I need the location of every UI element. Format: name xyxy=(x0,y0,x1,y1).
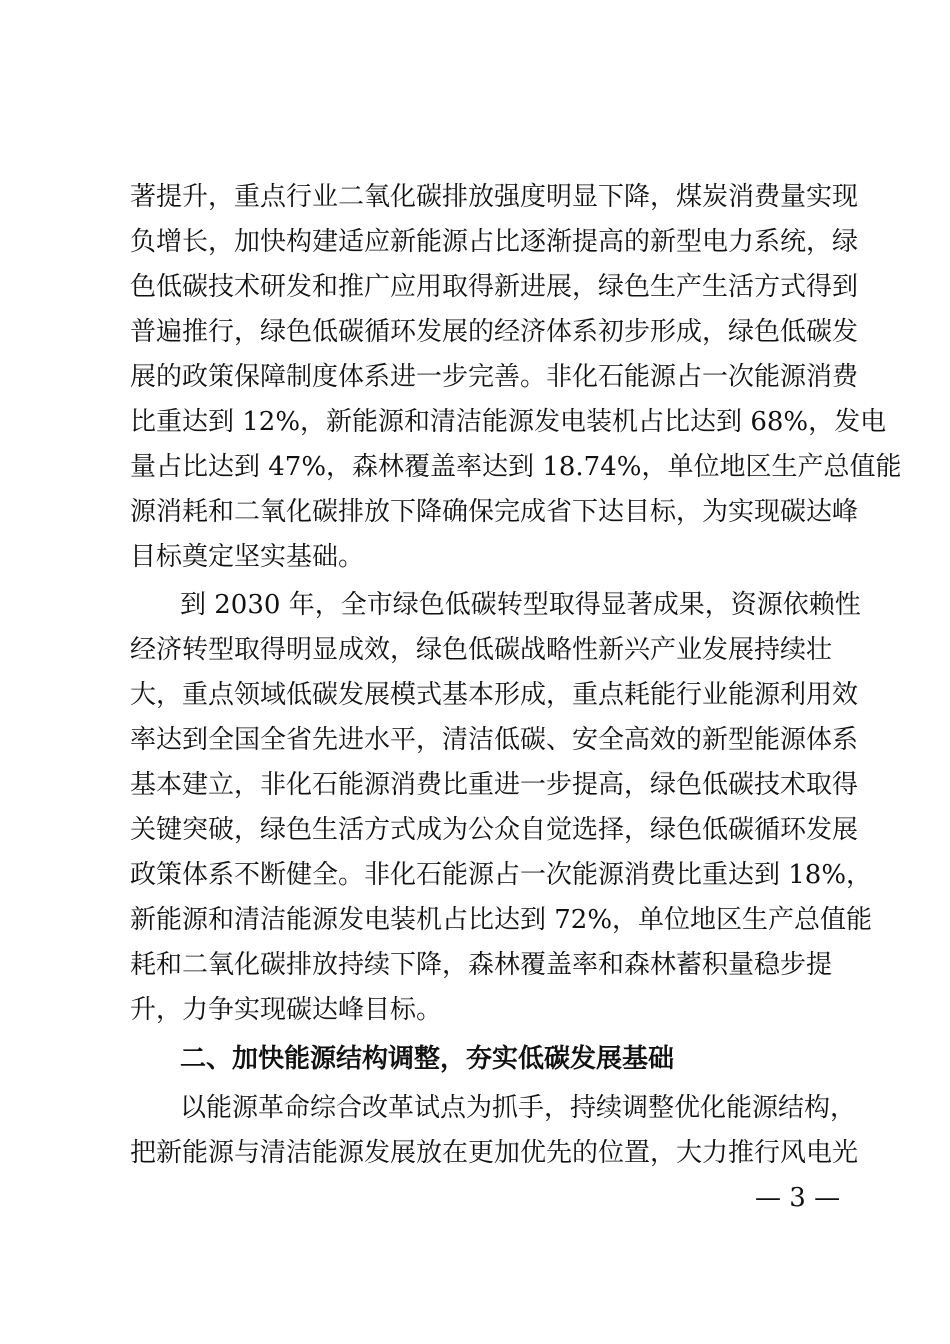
paragraph-1-line-6: 比重达到 12%，新能源和清洁能源发电装机占比达到 68%，发电 xyxy=(130,407,887,437)
paragraph-1-line-3: 色低碳技术研发和推广应用取得新进展，绿色生产生活方式得到 xyxy=(130,272,859,302)
paragraph-2-line-9: 耗和二氧化碳排放持续下降，森林覆盖率和森林蓄积量稳步提 xyxy=(130,950,833,980)
paragraph-2-line-7: 政策体系不断健全。非化石能源占一次能源消费比重达到 18%， xyxy=(130,860,873,890)
paragraph-2-line-6: 关键突破，绿色生活方式成为公众自觉选择，绿色低碳循环发展 xyxy=(130,815,859,845)
page-number: — 3 — xyxy=(755,1183,841,1213)
paragraph-1-line-7: 量占比达到 47%，森林覆盖率达到 18.74%，单位地区生产总值能 xyxy=(130,452,902,482)
paragraph-2-line-1: 到 2030 年，全市绿色低碳转型取得显著成果，资源依赖性 xyxy=(180,590,861,620)
paragraph-3-line-1: 以能源革命综合改革试点为抓手，持续调整优化能源结构， xyxy=(180,1093,857,1123)
paragraph-2-line-4: 率达到全国全省先进水平，清洁低碳、安全高效的新型能源体系 xyxy=(130,725,859,755)
paragraph-2-line-2: 经济转型取得明显成效，绿色低碳战略性新兴产业发展持续壮 xyxy=(130,635,833,665)
paragraph-1-line-1: 著提升，重点行业二氧化碳排放强度明显下降，煤炭消费量实现 xyxy=(130,182,859,212)
paragraph-1-line-8: 源消耗和二氧化碳排放下降确保完成省下达目标，为实现碳达峰 xyxy=(130,497,859,527)
paragraph-2-line-3: 大，重点领域低碳发展模式基本形成，重点耗能行业能源利用效 xyxy=(130,680,859,710)
paragraph-1-line-5: 展的政策保障制度体系进一步完善。非化石能源占一次能源消费 xyxy=(130,362,859,392)
paragraph-1-line-4: 普遍推行，绿色低碳循环发展的经济体系初步形成，绿色低碳发 xyxy=(130,317,859,347)
paragraph-2-line-8: 新能源和清洁能源发电装机占比达到 72%，单位地区生产总值能 xyxy=(130,905,873,935)
paragraph-2-line-10: 升，力争实现碳达峰目标。 xyxy=(130,995,443,1025)
paragraph-2-line-5: 基本建立，非化石能源消费比重进一步提高，绿色低碳技术取得 xyxy=(130,770,859,800)
paragraph-1-line-9: 目标奠定坚实基础。 xyxy=(130,542,365,572)
section-heading: 二、加快能源结构调整，夯实低碳发展基础 xyxy=(180,1044,675,1074)
paragraph-1-line-2: 负增长，加快构建适应新能源占比逐渐提高的新型电力系统，绿 xyxy=(130,227,859,257)
paragraph-3-line-2: 把新能源与清洁能源发展放在更加优先的位置，大力推行风电光 xyxy=(130,1138,859,1168)
